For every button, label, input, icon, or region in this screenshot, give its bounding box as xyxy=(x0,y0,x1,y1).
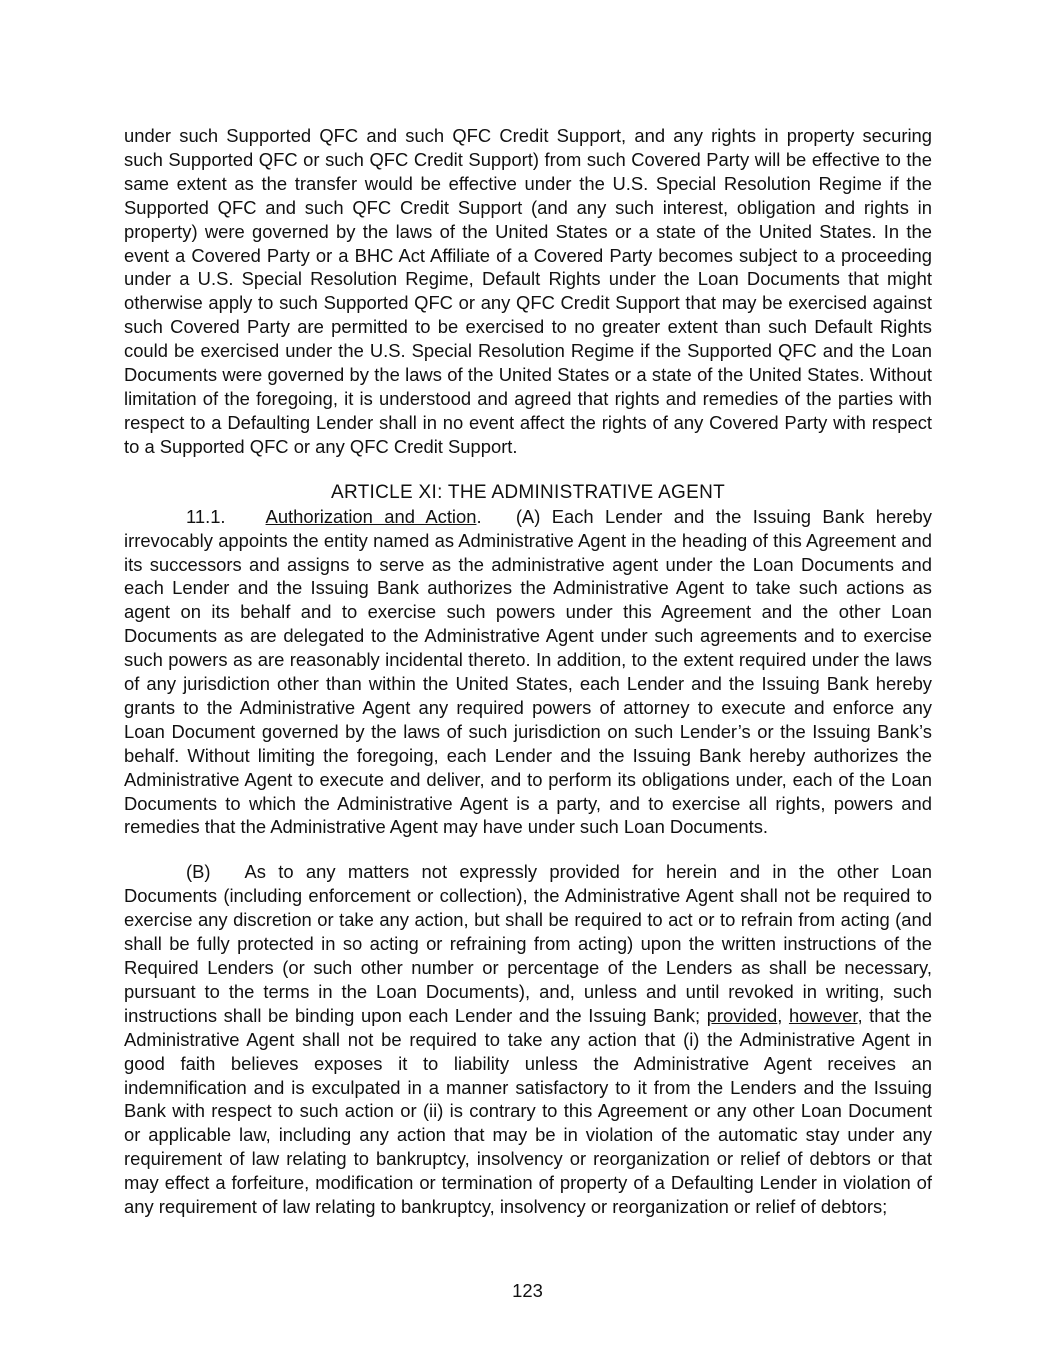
subsection-b-label: (B) xyxy=(186,861,211,883)
provided-term: provided xyxy=(706,1004,778,1026)
section-11-1-paragraph xyxy=(124,505,932,840)
section-title-period: . xyxy=(476,505,482,527)
page-number: 123 xyxy=(512,1280,543,1301)
paragraph-b-text-2: , that the Administrative Agent shall not be required to take any action that (i) the Administrative Agent in good faith believes exposes it to liability unless the Administrative Agent receives an indemnification and is exculpated in a manner satisfactory to it from the Lenders and the Issuing Bank with respect to such action or (ii) is contrary to this Agreement or any other Loan Document or applicable law, including any action that may be in violation of the automatic stay under any requirement of law relating to bankruptcy, insolvency or reorganization or relief of debtors or that may effect a forfeiture, modification or termination of property of a Defaulting Lender in violation of any requirement of law relating to bankruptcy, insolvency or reorganization or relief of debtors; xyxy=(124,1004,932,1218)
paragraph-b-text-1: As to any matters not expressly provided for herein and in the other Loan Documents (including enforcement or collection), the Administrative Agent shall not be required to exercise any discretion or take any action, but shall be required to act or to refrain from acting (and shall be fully protected in so acting or refraining from acting) upon the written instructions of the Required Lenders (or such other number or percentage of the Lenders as shall be necessary, pursuant to the terms in the Loan Documents), and, unless and until revoked in writing, such instructions shall be binding upon each Lender and the Issuing Bank; xyxy=(124,861,932,1026)
section-11-1-text: Each Lender and the Issuing Bank hereby irrevocably appoints the entity named as Administrative Agent in the heading of this Agreement and its successors and assigns to serve as the administrative agent under the Loan Documents and each Lender and the Issuing Bank authorizes the Administrative Agent to take such actions as agent on its behalf and to exercise such powers under this Agreement and the other Loan Documents as are delegated to the Administrative Agent under such agreements and to exercise such powers as are reasonably incidental thereto. In addition, to the extent required under the laws of any jurisdiction other than within the United States, each Lender and the Issuing Bank hereby grants to the Administrative Agent any required powers of attorney to execute and enforce any Loan Document governed by the laws of such jurisdiction on such Lender’s or the Issuing Bank’s behalf. Without limiting the foregoing, each Lender and the Issuing Bank hereby authorizes the Administrative Agent to execute and deliver, and to perform its obligations under, each of the Loan Documents to which the Administrative Agent is a party, and to exercise all rights, powers and remedies that the Administrative Agent may have under such Loan Documents. xyxy=(124,505,932,838)
document-body xyxy=(124,124,932,1219)
paragraph-b xyxy=(124,860,932,1219)
section-number: 11.1. xyxy=(186,505,226,527)
subsection-a-label: (A) xyxy=(515,505,541,527)
however-term: however xyxy=(788,1004,858,1026)
provided-separator: , xyxy=(777,1004,789,1026)
article-heading: ARTICLE XI: THE ADMINISTRATIVE AGENT xyxy=(330,481,726,503)
section-title: Authorization and Action xyxy=(265,505,477,527)
paragraph-qfc-continuation: under such Supported QFC and such QFC Credit Support, and any rights in property securing such Supported QFC or such QFC Credit Support) from such Covered Party will be effective to the same extent as the transfer would be effective under the U.S. Special Resolution Regime if the Supported QFC and such QFC Credit Support (and any such interest, obligation and rights in property) were governed by the laws of the United States or a state of the United States. In the event a Covered Party or a BHC Act Affiliate of a Covered Party becomes subject to a proceeding under a U.S. Special Resolution Regime, Default Rights under the Loan Documents that might otherwise apply to such Supported QFC or any QFC Credit Support that may be exercised against such Covered Party are permitted to be exercised to no greater extent than such Default Rights could be exercised under the U.S. Special Resolution Regime if the Supported QFC and the Loan Documents were governed by the laws of the United States or a state of the United States. Without limitation of the foregoing, it is understood and agreed that rights and remedies of the parties with respect to a Defaulting Lender shall in no event affect the rights of any Covered Party with respect to a Supported QFC or any QFC Credit Support. xyxy=(124,125,932,457)
